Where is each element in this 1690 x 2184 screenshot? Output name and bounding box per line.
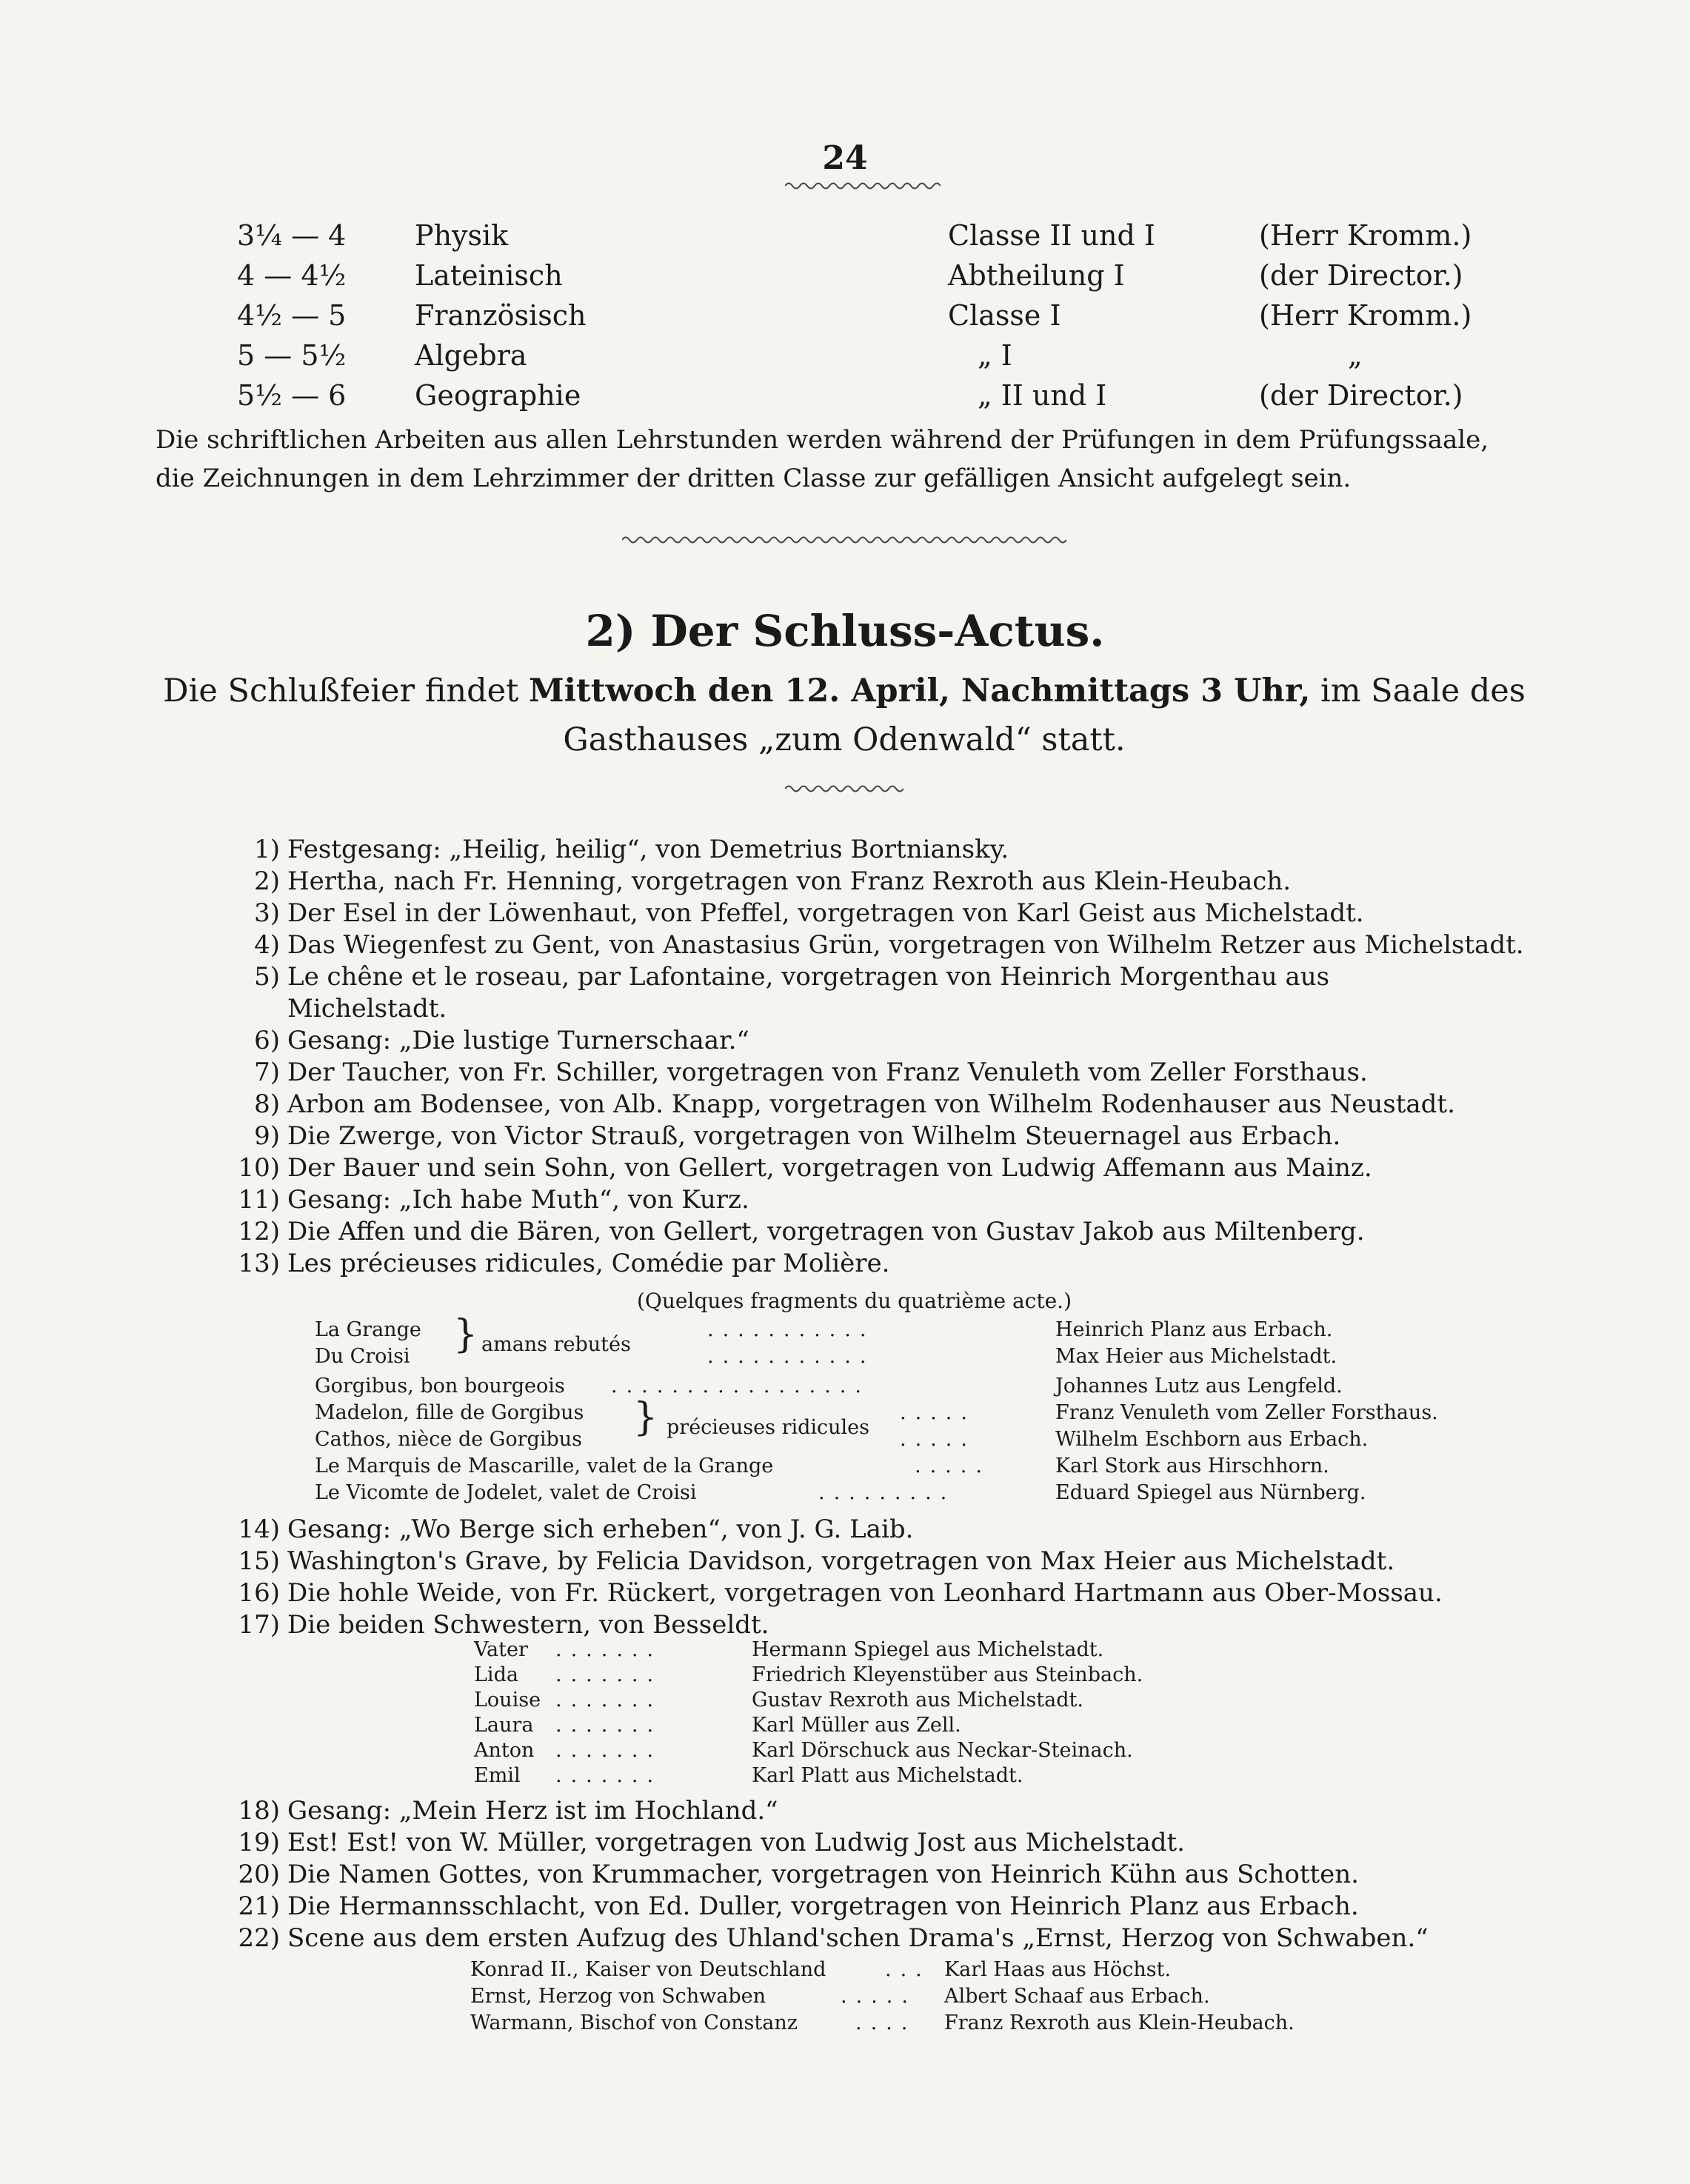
schedule-class: Classe I — [948, 299, 1061, 332]
cast-row — [474, 1638, 1511, 1665]
leader-dots: ..... — [841, 1985, 917, 2008]
cast-role: Gorgibus, bon bourgeois — [315, 1375, 565, 1397]
cast-role: Du Croisi — [315, 1345, 410, 1368]
page-number: 24 — [822, 139, 868, 177]
leader-dots: ..... — [900, 1428, 976, 1451]
schedule-teacher: „ — [1348, 339, 1363, 372]
schedule-time: 5 — 5½ — [237, 339, 347, 372]
cast-role: Warmann, Bischof von Constanz — [470, 2011, 798, 2034]
leader-dots: ....... — [555, 1764, 663, 1787]
program-number: 17) — [238, 1610, 280, 1640]
schedule-row — [237, 379, 1496, 419]
program-number: 22) — [238, 1923, 280, 1953]
cast-role: Le Marquis de Mascarille, valet de la Grange — [315, 1455, 774, 1477]
cast-actor: Heinrich Planz aus Erbach. — [1055, 1318, 1333, 1341]
leader-dots: ........... — [707, 1345, 875, 1368]
cast-row — [470, 1958, 1507, 1985]
cast-role: Louise — [474, 1689, 541, 1712]
cast-role: Madelon, fille de Gorgibus — [315, 1401, 584, 1424]
section-heading: 2) Der Schluss-Actus. — [585, 606, 1105, 656]
ornament-squiggle — [785, 181, 941, 196]
program-text: Gesang: „Wo Berge sich erheben“, von J. G. Laib. — [287, 1515, 914, 1544]
cast-actor: Friedrich Kleyenstüber aus Steinbach. — [752, 1663, 1143, 1686]
ornament-squiggle — [785, 784, 904, 798]
program-text: Das Wiegenfest zu Gent, von Anastasius Grün, vorgetragen von Wilhelm Retzer aus Michelstadt. — [287, 930, 1524, 960]
cast-actor: Franz Rexroth aus Klein-Heubach. — [944, 2011, 1295, 2034]
leader-dots: ....... — [555, 1739, 663, 1762]
cast-row — [470, 1985, 1507, 2011]
schedule-teacher: (der Director.) — [1259, 379, 1463, 412]
cast-row — [474, 1764, 1511, 1791]
program-text: Washington's Grave, by Felicia Davidson, vorgetragen von Max Heier aus Michelstadt. — [287, 1546, 1395, 1576]
leader-dots: ....... — [555, 1663, 663, 1686]
program-number: 19) — [238, 1828, 280, 1857]
exhibition-note: Die schriftlichen Arbeiten aus allen Lehrstunden werden während der Prüfungen in dem Prüfungssaale, die Zeichnungen in dem Lehrzimmer der dritten Classe zur gefälligen Ansicht aufgelegt sein. — [156, 425, 1489, 493]
program-number: 7) — [254, 1058, 280, 1087]
leader-dots: ................. — [611, 1375, 870, 1397]
leader-dots: ....... — [555, 1689, 663, 1712]
program-text: Gesang: „Mein Herz ist im Hochland.“ — [287, 1796, 778, 1826]
cast-role: Le Vicomte de Jodelet, valet de Croisi — [315, 1481, 697, 1504]
schedule-time: 4 — 4½ — [237, 259, 347, 292]
program-number: 1) — [254, 835, 280, 864]
program-text: Le chêne et le roseau, par Lafontaine, vorgetragen von Heinrich Morgenthau aus — [287, 962, 1330, 992]
schedule-subject: Algebra — [415, 339, 527, 372]
cast-actor: Albert Schaaf aus Erbach. — [944, 1985, 1210, 2008]
role-group-label: amans rebutés — [481, 1333, 631, 1356]
cast-actor: Eduard Spiegel aus Nürnberg. — [1055, 1481, 1366, 1504]
cast-row — [315, 1428, 1574, 1457]
leader-dots: ......... — [818, 1481, 956, 1504]
intro-text: Die Schlußfeier findet — [163, 672, 529, 709]
schedule-class: „ I — [978, 339, 1012, 372]
cast-actor: Gustav Rexroth aus Michelstadt. — [752, 1689, 1083, 1712]
cast-actor: Max Heier aus Michelstadt. — [1055, 1345, 1337, 1368]
schedule-subject: Physik — [415, 219, 509, 252]
cast-actor: Karl Platt aus Michelstadt. — [752, 1764, 1023, 1787]
program-number: 12) — [238, 1217, 280, 1246]
cast-actor: Hermann Spiegel aus Michelstadt. — [752, 1638, 1104, 1661]
schedule-row — [237, 259, 1496, 299]
cast-row — [315, 1455, 1574, 1484]
schedule-row — [237, 299, 1496, 339]
program-text: Gesang: „Die lustige Turnerschaar.“ — [287, 1026, 749, 1055]
program-number: 15) — [238, 1546, 280, 1576]
program-number: 2) — [254, 866, 280, 896]
cast-role: Lida — [474, 1663, 518, 1686]
program-number: 10) — [238, 1153, 280, 1183]
schedule-class: Classe II und I — [948, 219, 1155, 252]
cast-row — [315, 1375, 1574, 1404]
cast-row — [315, 1401, 1574, 1431]
cast-role: Cathos, nièce de Gorgibus — [315, 1428, 582, 1451]
cast-role: Vater — [474, 1638, 528, 1661]
cast-row — [315, 1481, 1574, 1511]
cast-row — [474, 1663, 1511, 1690]
program-number: 14) — [238, 1515, 280, 1544]
program-text: Les précieuses ridicules, Comédie par Molière. — [287, 1249, 890, 1278]
schedule-time: 4½ — 5 — [237, 299, 347, 332]
cast-actor: Johannes Lutz aus Lengfeld. — [1055, 1375, 1343, 1397]
cast-actor: Franz Venuleth vom Zeller Forsthaus. — [1055, 1401, 1438, 1424]
program-text: Der Bauer und sein Sohn, von Gellert, vorgetragen von Ludwig Affemann aus Mainz. — [287, 1153, 1372, 1183]
cast-role: Ernst, Herzog von Schwaben — [470, 1985, 766, 2008]
schedule-teacher: (Herr Kromm.) — [1259, 219, 1472, 252]
schedule-subject: Geographie — [415, 379, 581, 412]
schedule-teacher: (der Director.) — [1259, 259, 1463, 292]
leader-dots: ..... — [915, 1455, 991, 1477]
role-group-label: précieuses ridicules — [667, 1416, 870, 1439]
cast-actor: Wilhelm Eschborn aus Erbach. — [1055, 1428, 1369, 1451]
program-number: 21) — [238, 1891, 280, 1921]
program-text: Die Zwerge, von Victor Strauß, vorgetragen von Wilhelm Steuernagel aus Erbach. — [287, 1121, 1341, 1151]
cast-row — [470, 2011, 1507, 2038]
brace: } — [453, 1312, 478, 1357]
schedule-row — [237, 219, 1496, 259]
program-text: Festgesang: „Heilig, heilig“, von Demetrius Bortniansky. — [287, 835, 1009, 864]
intro-date: Mittwoch den 12. April, Nachmittags 3 Uhr, — [528, 672, 1311, 709]
brace: } — [633, 1395, 658, 1440]
program-text: Die hohle Weide, von Fr. Rückert, vorgetragen von Leonhard Hartmann aus Ober-Mossau. — [287, 1578, 1443, 1608]
program-number: 11) — [238, 1185, 280, 1215]
program-number: 3) — [254, 898, 280, 928]
cast-row — [474, 1689, 1511, 1715]
schedule-row — [237, 339, 1496, 379]
cast-role: Anton — [474, 1739, 535, 1762]
leader-dots: ........... — [707, 1318, 875, 1341]
program-number: 18) — [238, 1796, 280, 1826]
schedule-teacher: (Herr Kromm.) — [1259, 299, 1472, 332]
program-text: Die Affen und die Bären, von Gellert, vorgetragen von Gustav Jakob aus Miltenberg. — [287, 1217, 1365, 1246]
cast-role: Laura — [474, 1714, 534, 1737]
cast-role: Konrad II., Kaiser von Deutschland — [470, 1958, 826, 1981]
program-text: Der Taucher, von Fr. Schiller, vorgetragen von Franz Venuleth vom Zeller Forsthaus. — [287, 1058, 1368, 1087]
play-subtitle: (Quelques fragments du quatrième acte.) — [637, 1289, 1072, 1313]
program-number: 6) — [254, 1026, 280, 1055]
schedule-time: 3¼ — 4 — [237, 219, 347, 252]
cast-actor: Karl Haas aus Höchst. — [944, 1958, 1172, 1981]
cast-role: La Grange — [315, 1318, 421, 1341]
program-text: Die beiden Schwestern, von Besseldt. — [287, 1610, 769, 1640]
intro-paragraph — [148, 667, 1540, 764]
program-text: Die Hermannsschlacht, von Ed. Duller, vorgetragen von Heinrich Planz aus Erbach. — [287, 1891, 1359, 1921]
schedule-subject: Französisch — [415, 299, 587, 332]
program-text: Die Namen Gottes, von Krummacher, vorgetragen von Heinrich Kühn aus Schotten. — [287, 1860, 1359, 1889]
program-text: Est! Est! von W. Müller, vorgetragen von Ludwig Jost aus Michelstadt. — [287, 1828, 1185, 1857]
program-text: Der Esel in der Löwenhaut, von Pfeffel, vorgetragen von Karl Geist aus Michelstadt. — [287, 898, 1364, 928]
cast-role: Emil — [474, 1764, 521, 1787]
program-number: 8) — [254, 1089, 280, 1119]
program-text: Gesang: „Ich habe Muth“, von Kurz. — [287, 1185, 749, 1215]
schedule-class: „ II und I — [978, 379, 1107, 412]
program-number: 5) — [254, 962, 280, 992]
program-text: Scene aus dem ersten Aufzug des Uhland'schen Drama's „Ernst, Herzog von Schwaben.“ — [287, 1923, 1429, 1953]
ornament-divider — [622, 535, 1066, 550]
cast-actor: Karl Stork aus Hirschhorn. — [1055, 1455, 1329, 1477]
schedule-time: 5½ — 6 — [237, 379, 347, 412]
cast-row — [474, 1714, 1511, 1740]
program-text: Michelstadt. — [287, 994, 447, 1023]
leader-dots: ..... — [900, 1401, 976, 1424]
program-number: 13) — [238, 1249, 280, 1278]
leader-dots: .... — [855, 2011, 917, 2034]
program-number: 9) — [254, 1121, 280, 1151]
program-text: Arbon am Bodensee, von Alb. Knapp, vorgetragen von Wilhelm Rodenhauser aus Neustadt. — [287, 1089, 1455, 1119]
program-number: 16) — [238, 1578, 280, 1608]
program-text: Hertha, nach Fr. Henning, vorgetragen von Franz Rexroth aus Klein-Heubach. — [287, 866, 1292, 896]
intro-text: im Saale des Gasthauses „zum Odenwald“ statt. — [563, 672, 1526, 758]
leader-dots: ....... — [555, 1638, 663, 1661]
leader-dots: ....... — [555, 1714, 663, 1737]
cast-row — [474, 1739, 1511, 1766]
schedule-class: Abtheilung I — [948, 259, 1125, 292]
schedule-subject: Lateinisch — [415, 259, 563, 292]
program-number: 20) — [238, 1860, 280, 1889]
cast-actor: Karl Dörschuck aus Neckar-Steinach. — [752, 1739, 1133, 1762]
program-number: 4) — [254, 930, 280, 960]
cast-actor: Karl Müller aus Zell. — [752, 1714, 961, 1737]
leader-dots: ... — [885, 1958, 931, 1981]
